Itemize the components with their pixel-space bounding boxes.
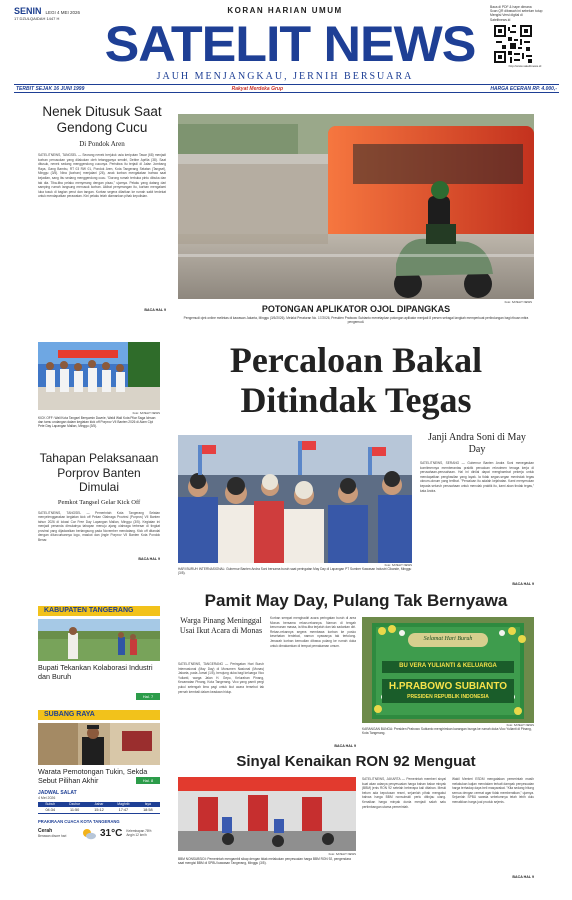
more-kab-tangerang[interactable]: Hal. 7 [136,693,160,700]
subhead-pamit: Warga Pinang Meninggal Usai Ikut Acara di Monas [179,616,263,635]
edition-day: SENIN [14,6,42,16]
credit-kickoff: Foto: SATELIT NEWS [132,411,160,415]
more-nenek[interactable]: BACA HAL 9 [144,308,166,312]
cuaca-title: PRAKIRAAN CUACA KOTA TANGERANG [38,819,120,824]
headline-porprov[interactable]: Tahapan Pelaksanaan Porprov Banten Dimulai [39,451,159,494]
body-ron-2: Wakil Menteri ESDM mengatakan pemerintah masih melakukan kajian mendalam terkait dampak penyesuaian harga terhadap daya beli masyarakat. "Kita sedang hitung semua dengan cermat agar tidak memberatkan," ujarnya. Sejumlah SPBU swasta sebelumnya telah lebih dulu menaikkan harga jual produk sejenis. [452,777,534,804]
salat-title: JADWAL SALAT [38,790,77,796]
scan-text: Baca di PDF & hape dimana Scan QR dibawah ini sebelum tutup Mengisi Versi digital di Satelitnews.id [490,5,543,22]
body-pamit-1: SATELITNEWS, TANGERANG — Peringatan Hari Buruh Internasional (May Day) di Monumen Nasional (Monas) Jakarta, pada Jumat (1/5), berujung duka bagi keluarga Vico Yulianti, warga Jalan H. Gepo, Kelurahan Pinang, Kecamatan Pinang, Kota Tangerang. Vico yang pamit pergi pukul setengah lima pagi untuk ikut acara tersebut tak pernah kembali dalam keadaan hidup. [178,662,264,694]
photo-karangan-bunga [362,617,534,723]
caption-ojol: Pengemudi ojek online melintas di kawasan Jakarta, Minggu (3/5/2026). Melalui Peraturan No. 17/2026, Presiden Prabowo Subianto menetapkan potongan aplikator menjadi 8 persen sebagai langkah memperkuat perlindungan bagi ribuan mitra pengemudi. [183,316,529,325]
cuaca-temp: 31°C [100,827,123,839]
karangan-bunga-scene [362,617,534,723]
koran-label: KORAN HARIAN UMUM [227,6,343,15]
sun-cloud-icon [82,827,96,839]
subhead-porprov: Pemkot Tangsel Gelar Kick Off [57,498,141,506]
spbu-scene [178,777,356,851]
sekda-scene [38,723,160,765]
body-nenek: SATELITNEWS, TANGSEL — Seorang nenek berjuluk usia keriputan Tasar (68) menjadi korban penusukan yang dilakukan oleh tetangganya sendiri, Debbe Aprilia (38). Saat ditusuk, nenek sedang menggendong cucunya. Peristiwa itu terjadi di Jalan Jombang Raya, Gang Bambu, RT 03 RW 01, Pondok Aren, Kota Tangerang Selatan (Tangsel), Minggu (3/5). Nina (korban) menjalani (26), anak korban mengatakan bahwa saat kejadian, sang ibu sedang menggendong cucu. "Dorong rumah terbuka pintu dibuka dan tak dia. Tiba-tiba pelaku menyerang dengan pisau," ujarnya. Pelaku yang datang dari samping rumah langsung menusuk korban. Akibat penyerangan itu, korban mengalami luka tusuk di bagian perut dan tangan. Korban segera dilarikan ke rumah sakit terdekat untuk mendapatkan perawatan. Kini pelaku telah diamankan pihak kepolisian. [38,153,166,199]
qr-code-icon [494,25,532,63]
ojol-scene [178,114,534,299]
bunga-text-1: Selamat Hari Buruh [423,636,473,642]
masthead-logo: SATELIT NEWS [104,16,476,72]
credit-spbu: Foto: SATELIT NEWS [328,852,356,856]
credit-mayday-crowd: Foto: SATELIT NEWS [384,563,412,567]
caption-mayday-crowd: HARI BURUH INTERNASIONAL: Gubernur Banten Andra Soni bersama buruh saat peringatan May Day di Lapangan PT Sumber Kawasan Industri Cikande, Minggu (3/5). [178,567,412,576]
credit-bunga: Foto: SATELIT NEWS [506,723,534,727]
cuaca-detail: Kelembapan 78% Angin 12 km/h [126,829,152,837]
cuaca-note: Berawan disore hari [38,834,67,838]
headline-andra[interactable]: Janji Andra Soni di May Day [428,432,526,455]
kickoff-scene [38,342,160,410]
photo-bupati-kab [38,619,160,661]
photo-ojol [178,114,534,299]
cuaca-condition: Cerah [38,828,53,834]
credit-ojol: Foto: SATELIT NEWS [504,300,532,304]
main-headline-line1: Percaloan Bakal [229,340,483,380]
more-andra[interactable]: BACA HAL 9 [512,582,534,586]
bunga-text-2: BU VERA YULIANTI & KELUARGA [399,663,497,669]
main-headline[interactable] [178,340,534,420]
story-nenek [38,104,166,312]
group-name: Rakyat Merdeka Grup [231,85,284,92]
qr-url[interactable]: http://www.satelitnews.id [508,64,542,68]
section-kab-tangerang[interactable]: KABUPATEN TANGERANG [38,606,160,616]
caption-kickoff: KICK OFF: Wali Kota Tangsel Benyamin Davnie, Wakil Wali Kota Pilar Saga Ichsan dan tamu undangan dalam kegiatan kick off Porprov VII Banten 2026 di Alam Cipi Pete Day Lapangan Mallan, Minggu (3/5). [38,416,156,429]
salat-names: Subuh Dzuhur Ashar Maghrib Isya [38,802,160,807]
jadwal-salat [38,790,160,814]
section-subang-raya[interactable]: SUBANG RAYA [38,710,160,720]
more-subang[interactable]: Hal. 8 [136,777,160,784]
terbit-sejak: TERBIT SEJAK 16 JUNI 1999 [16,85,85,92]
mayday-crowd-scene [178,435,412,563]
body-porprov: SATELITNEWS, TANGSEL — Pemerintah Kota Tangerang Selatan menyelenggarakan kegiatan kick off Pekan Olahraga Provinsi (Porprov) VII Banten tahun 2026 di lokasi Car Free Day Lapangan Mallan, Minggu (3/5). Kegiatan ini menjadi penanda dimulainya tahapan menuju ajang olahraga terbesar di tingkat provinsi yang dijadwalkan berlangsung pada November mendatang. Kick off ditandai dengan diluncurkannya logo, maskot dan jingle Porprov VII Banten Kota Pondok Benar. [38,510,160,543]
more-porprov[interactable]: BACA HAL 9 [138,556,160,561]
edition-date: LEGI 4 MEI 2026 [45,10,81,15]
bunga-text-3: H.PRABOWO SUBIANTO [388,681,508,692]
headline-nenek[interactable]: Nenek Ditusuk Saat Gendong Cucu [42,104,162,135]
subhead-nenek: Di Pondok Aren [79,140,125,148]
salat-date: 4 Mei 2026 [38,796,56,800]
bupati-kab-scene [38,619,160,661]
edition-hijri: 17 DZULQAIDAH 1447 H [14,16,60,21]
headline-kab-tangerang[interactable]: Bupati Tekankan Kolaborasi Industri dan Buruh [38,663,153,681]
headline-ojol[interactable]: POTONGAN APLIKATOR OJOL DIPANGKAS [261,304,451,314]
qr-code[interactable] [494,25,532,63]
body-ron-1: SATELITNEWS, JAKARTA — Pemerintah memberi sinyal kuat akan adanya penyesuaian harga bahan bakar minyak (BBM) jenis RON 92 setelah beberapa kali ditahan. Meski belum ada keputusan resmi, sejumlah pihak mengakui bahwa harga BBM nonsubsidi perlu ditinjau ulang. Kenaikan harga minyak dunia menjadi salah satu pertimbangan utama pemerintah. [362,777,446,809]
more-ron[interactable]: BACA HAL 9 [512,875,534,879]
headline-pamit[interactable]: Pamit May Day, Pulang Tak Bernyawa [204,591,508,610]
masthead-tagline: JAUH MENJANGKAU, JERNIH BERSUARA [156,71,414,82]
caption-spbu: BBM NONSUBSIDI: Pemerintah mengambil sikap dengan tidak melakukan penyesuaian harga BBM RON 92, pengendara saat mengisi BBM di SPBU kawasan Tangerang, Minggu (3/5). [178,857,351,866]
prakiraan-cuaca [38,819,160,839]
masthead-strip [14,84,559,93]
bunga-text-4: PRESIDEN REPUBLIK INDONESIA [407,694,489,700]
body-andra: SATELITNEWS, SERANG — Gubernur Banten Andra Soni menegaskan komitmennya memberantas praktik percaloan rekrutmen tenaga kerja di perusahaan-perusahaan. Hal ini dinilai dapat menghambat pekerja untuk mendapatkan penghasilan yang layak. Ia tidak segan-segan menindak tegas oknum-oknum yang terlibat. "Percaloan itu adalah kejahatan. Kami menyerukan kepada seluruh perusahaan untuk menolak praktik itu, kami akan tindak tegas," kata Andra. [420,461,534,493]
photo-mayday-crowd [178,435,412,563]
body-pamit-2: Korban sempat menghadiri acara peringatan buruh di area Monas bersama rekan-rekannya. Namun di tengah kerumunan massa, ia tiba-tiba terjatuh dan tak sadarkan diri. Rekan-rekannya segera membawa korban ke posko kesehatan terdekat, namun nyawanya tak tertolong. Jenazah korban kemudian dibawa pulang ke rumah duka untuk dimakamkan di tempat pemakaman umum. [270,616,356,648]
headline-subang[interactable]: Warata Pemotongan Tukin, Sekda Sebut Pilihan Akhir [38,767,148,785]
headline-ron[interactable]: Sinyal Kenaikan RON 92 Menguat [236,753,476,770]
photo-spbu [178,777,356,851]
story-andra [420,432,534,586]
edition-date-block [14,6,104,21]
photo-sekda [38,723,160,765]
story-porprov [38,451,160,561]
photo-kickoff [38,342,160,410]
caption-bunga: KARANGAN BUNGA: Presiden Prabowo Subianto mengirimkan karangan bunga ke rumah duka Vico Yulianti di Pinang, Kota Tangerang. [362,727,532,736]
more-pamit[interactable]: BACA HAL 9 [334,744,356,748]
main-headline-line2: Ditindak Tegas [240,380,472,420]
harga-eceran: HARGA ECERAN RP. 4.000,- [490,85,557,92]
story-pamit [178,616,356,748]
salat-times: 04:34 11:50 15:12 17:47 18:58 [38,807,160,814]
